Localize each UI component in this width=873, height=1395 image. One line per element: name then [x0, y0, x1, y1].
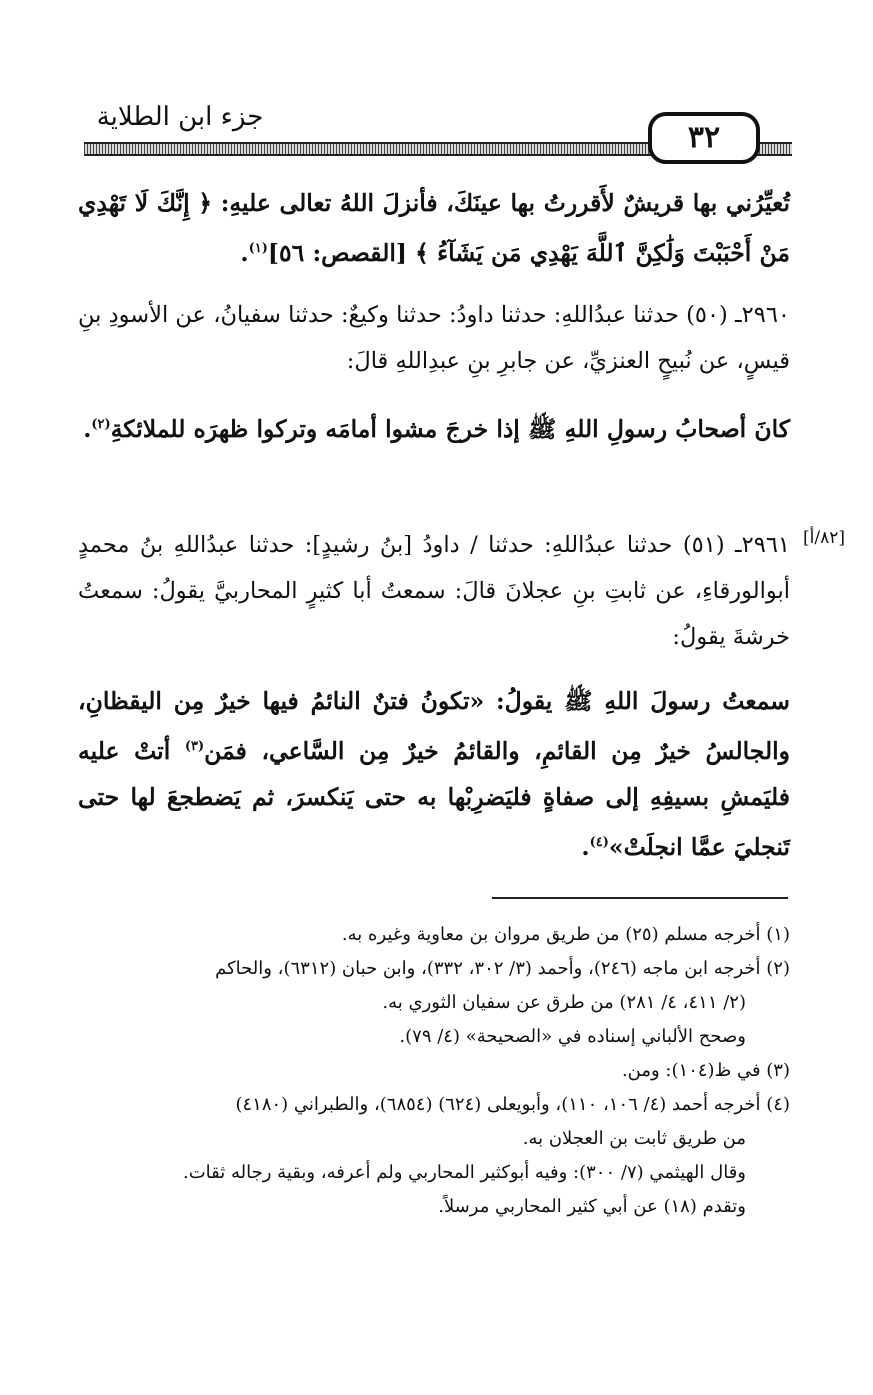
- footnote-3: (٣) في ظ(١٠٤): ومن.: [621, 1060, 790, 1081]
- paragraph-hadith-2961-matn: [78, 678, 790, 870]
- paragraph-text: تُعيِّرُني بها قريشٌ لأَقررتُ بها عينَكَ، فأنزلَ اللهُ تعالى عليهِ: ﴿ إِنَّكَ لَا تَهْدِي مَنْ أَحْبَبْتَ وَلَٰكِنَّ ٱللَّهَ يَهْدِي مَن يَشَآءُ ﴾ [القصص: ٥٦]: [78, 189, 790, 267]
- footnote-2-continued: وصحح الألباني إسناده في «الصحيحة» (٤/ ٧٩).: [399, 1026, 746, 1047]
- footnote-2: (٢) أخرجه ابن ماجه (٢٤٦)، وأحمد (٣/ ٣٠٢، ٣٣٢)، وابن حبان (٦٣١٢)، والحاكم: [215, 958, 790, 979]
- paragraph-end: .: [581, 832, 590, 861]
- paragraph-text: أتتْ عليه فليَمشِ بسيفِهِ إلى صفاةٍ فليَضرِبْها به حتى يَنكسرَ، ثم يَضطجعَ لها حتى تَنجليَ عمَّا انجلَتْ»: [78, 736, 790, 861]
- footnote-ref: (٣): [184, 739, 205, 754]
- footnote-ref: (٢): [91, 417, 111, 432]
- footnote-4-continued: وقال الهيثمي (٧/ ٣٠٠): وفيه أبوكثير المحاربي ولم أعرفه، وبقية رجاله ثقات.: [183, 1162, 746, 1183]
- paragraph-end: .: [240, 238, 249, 267]
- footnote-1: (١) أخرجه مسلم (٢٥) من طريق مروان بن معاوية وغيره به.: [341, 924, 790, 945]
- paragraph-quran-verse: [78, 180, 790, 276]
- paragraph-hadith-2960-matn: [78, 402, 790, 452]
- footnote-ref: (٤): [589, 834, 609, 850]
- paragraph-text: كانَ أصحابُ رسولِ اللهِ ﷺ إذا خرجَ مشوا أمامَه وتركوا ظهرَه للملائكةِ: [110, 414, 790, 443]
- footnote-ref: (١): [248, 241, 268, 256]
- footnotes: [76, 918, 790, 1224]
- margin-manuscript-note: [٨٢/أ]: [803, 528, 845, 548]
- paragraph-end: .: [83, 414, 92, 443]
- paragraph-text: سمعتُ رسولَ اللهِ ﷺ يقولُ: «تكونُ فتنٌ النائمُ فيها خيرٌ مِن اليقظانِ، والجالسُ خيرٌ مِن القائمِ، والقائمُ خيرٌ مِن السَّاعي، فمَن: [78, 687, 790, 765]
- paragraph-hadith-2961-isnad: ٢٩٦١ـ (٥١) حدثنا عبدُاللهِ: حدثنا / داودُ [بنُ رشيدٍ]: حدثنا عبدُاللهِ بنُ محمدٍ أبوالورقاءِ، عن ثابتِ بنِ عجلانَ قالَ: سمعتُ أبا كثيرٍ المحاربيَّ يقولُ: سمعتُ خرشةَ يقولُ:: [78, 532, 790, 650]
- book-title: جزء ابن الطلاية: [96, 102, 264, 132]
- footnote-4-continued: من طريق ثابت بن العجلان به.: [522, 1128, 746, 1149]
- page-number: ٣٢: [648, 112, 760, 164]
- footnote-separator: [492, 897, 788, 899]
- footnote-4: (٤) أخرجه أحمد (٤/ ١٠٦، ١١٠)، وأبويعلى (٦٢٤) (٦٨٥٤)، والطبراني (٤١٨٠): [235, 1094, 790, 1115]
- footnote-4-continued: وتقدم (١٨) عن أبي كثير المحاربي مرسلاً.: [438, 1196, 746, 1217]
- paragraph-hadith-2960-isnad: ٢٩٦٠ـ (٥٠) حدثنا عبدُاللهِ: حدثنا داودُ: حدثنا وكيعٌ: حدثنا سفيانُ، عن الأسودِ بنِ قيسٍ، عن نُبيحٍ العنزيِّ، عن جابرِ بنِ عبدِاللهِ قالَ:: [78, 302, 790, 374]
- footnote-2-continued: (٢/ ٤١١، ٤/ ٢٨١) من طرق عن سفيان الثوري به.: [382, 992, 746, 1013]
